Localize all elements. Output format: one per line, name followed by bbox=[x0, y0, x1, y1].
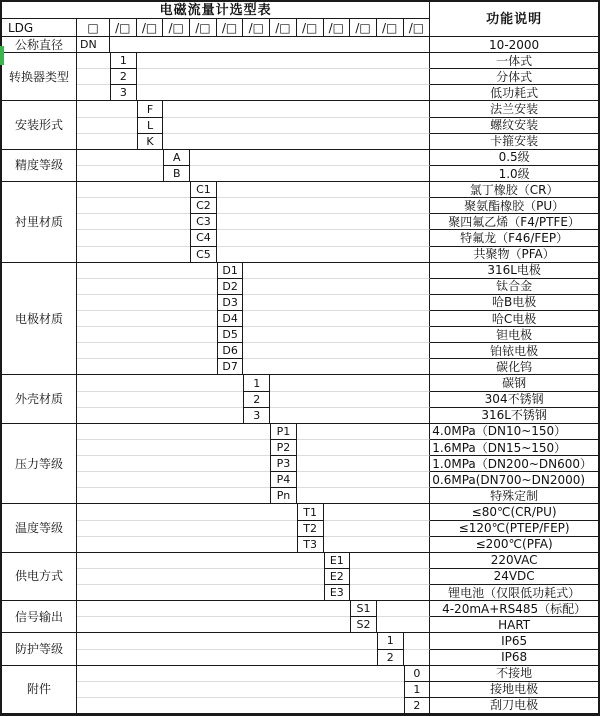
option-description-cell: 氯丁橡胶（CR） bbox=[430, 182, 598, 198]
empty-region bbox=[270, 375, 430, 391]
option-description-cell: 220VAC bbox=[430, 553, 598, 569]
option-description-cell: 哈C电极 bbox=[430, 311, 598, 327]
option-code-cell: 2 bbox=[404, 698, 431, 714]
empty-region bbox=[77, 585, 324, 601]
option-code-cell: C5 bbox=[190, 247, 217, 263]
category-label: 公称直径 bbox=[2, 37, 77, 53]
category-label: 信号输出 bbox=[2, 601, 77, 633]
model-code-slot: /□ bbox=[324, 19, 351, 37]
option-code-cell: B bbox=[163, 166, 190, 182]
empty-region bbox=[77, 263, 217, 279]
category-label: 安装形式 bbox=[2, 101, 77, 149]
option-description-cell: IP65 bbox=[430, 633, 598, 649]
model-code-slot: /□ bbox=[243, 19, 270, 37]
empty-region bbox=[404, 650, 431, 666]
category-label: 衬里材质 bbox=[2, 182, 77, 263]
option-description-cell: 特氟龙（F46/FEP） bbox=[430, 230, 598, 246]
option-description-cell: 铂铱电极 bbox=[430, 343, 598, 359]
option-code-cell: S1 bbox=[350, 601, 377, 617]
option-description-cell: 24VDC bbox=[430, 569, 598, 585]
option-description-cell: 螺纹安装 bbox=[430, 118, 598, 134]
option-code-cell: D7 bbox=[217, 359, 244, 375]
empty-region bbox=[324, 504, 431, 520]
empty-region bbox=[77, 537, 297, 553]
empty-region bbox=[110, 37, 430, 53]
empty-region bbox=[190, 150, 430, 166]
empty-region bbox=[77, 553, 324, 569]
empty-region bbox=[163, 134, 430, 150]
empty-region bbox=[243, 263, 430, 279]
option-code-cell: P2 bbox=[270, 440, 297, 456]
option-code-cell: 3 bbox=[110, 85, 137, 101]
option-code-cell: E2 bbox=[324, 569, 351, 585]
empty-region bbox=[137, 85, 431, 101]
option-description-cell: 0.6MPa(DN700~DN2000) bbox=[430, 472, 598, 488]
option-code-cell: F bbox=[137, 101, 164, 117]
model-code-slot: /□ bbox=[270, 19, 297, 37]
empty-region bbox=[77, 440, 270, 456]
empty-region bbox=[350, 553, 430, 569]
option-description-cell: 10-2000 bbox=[430, 37, 598, 53]
option-description-cell: 钛合金 bbox=[430, 279, 598, 295]
option-description-cell: ≤120℃(PTEP/FEP) bbox=[430, 521, 598, 537]
option-code-cell: C4 bbox=[190, 230, 217, 246]
empty-region bbox=[217, 214, 431, 230]
option-code-cell: A bbox=[163, 150, 190, 166]
empty-region bbox=[77, 488, 270, 504]
empty-region bbox=[77, 150, 163, 166]
option-code-cell: T1 bbox=[297, 504, 324, 520]
empty-region bbox=[243, 295, 430, 311]
option-code-cell: D4 bbox=[217, 311, 244, 327]
empty-region bbox=[77, 230, 190, 246]
category-label: 转换器类型 bbox=[2, 53, 77, 101]
empty-region bbox=[77, 666, 404, 682]
empty-region bbox=[243, 343, 430, 359]
empty-region bbox=[77, 682, 404, 698]
category-label: 精度等级 bbox=[2, 150, 77, 182]
empty-region bbox=[77, 182, 190, 198]
option-code-cell: L bbox=[137, 118, 164, 134]
empty-region bbox=[77, 392, 243, 408]
option-code-cell: T2 bbox=[297, 521, 324, 537]
function-description-header: 功能说明 bbox=[430, 2, 598, 37]
option-description-cell: 低功耗式 bbox=[430, 85, 598, 101]
empty-region bbox=[324, 521, 431, 537]
empty-region bbox=[297, 440, 430, 456]
empty-region bbox=[377, 617, 430, 633]
empty-region bbox=[217, 198, 431, 214]
option-description-cell: ≤80℃(CR/PU) bbox=[430, 504, 598, 520]
option-description-cell: 哈B电极 bbox=[430, 295, 598, 311]
empty-region bbox=[77, 85, 110, 101]
option-code-cell: C3 bbox=[190, 214, 217, 230]
empty-region bbox=[77, 134, 137, 150]
option-description-cell: 钽电极 bbox=[430, 327, 598, 343]
empty-region bbox=[217, 182, 431, 198]
empty-region bbox=[297, 456, 430, 472]
option-code-cell: 2 bbox=[377, 650, 404, 666]
option-description-cell: 1.6MPa（DN15~150） bbox=[430, 440, 598, 456]
empty-region bbox=[77, 408, 243, 424]
empty-region bbox=[77, 311, 217, 327]
category-label: 外壳材质 bbox=[2, 375, 77, 423]
option-code-cell: 1 bbox=[243, 375, 270, 391]
empty-region bbox=[297, 424, 430, 440]
empty-region bbox=[217, 230, 431, 246]
option-description-cell: IP68 bbox=[430, 650, 598, 666]
option-code-cell: C2 bbox=[190, 198, 217, 214]
empty-region bbox=[243, 311, 430, 327]
empty-region bbox=[137, 53, 431, 69]
empty-region bbox=[297, 472, 430, 488]
model-code-slot: /□ bbox=[217, 19, 244, 37]
empty-region bbox=[77, 214, 190, 230]
option-description-cell: 1.0级 bbox=[430, 166, 598, 182]
empty-region bbox=[77, 247, 190, 263]
empty-region bbox=[377, 601, 430, 617]
empty-region bbox=[77, 198, 190, 214]
model-code-slot: /□ bbox=[190, 19, 217, 37]
option-description-cell: 刮刀电极 bbox=[430, 698, 598, 714]
option-description-cell: 聚四氟乙烯（F4/PTFE） bbox=[430, 214, 598, 230]
option-description-cell: 聚氨酯橡胶（PU） bbox=[430, 198, 598, 214]
option-description-cell: 304不锈钢 bbox=[430, 392, 598, 408]
option-description-cell: 法兰安装 bbox=[430, 101, 598, 117]
option-code-cell: D5 bbox=[217, 327, 244, 343]
empty-region bbox=[77, 698, 404, 714]
option-code-cell: 1 bbox=[404, 682, 431, 698]
option-description-cell: 特殊定制 bbox=[430, 488, 598, 504]
option-description-cell: HART bbox=[430, 617, 598, 633]
empty-region bbox=[243, 327, 430, 343]
empty-region bbox=[77, 569, 324, 585]
empty-region bbox=[163, 118, 430, 134]
option-code-cell: 2 bbox=[243, 392, 270, 408]
model-code-slot: /□ bbox=[404, 19, 431, 37]
option-description-cell: 4.0MPa（DN10~150） bbox=[430, 424, 598, 440]
option-code-cell: D2 bbox=[217, 279, 244, 295]
option-code-cell: D1 bbox=[217, 263, 244, 279]
option-code-cell: D3 bbox=[217, 295, 244, 311]
empty-region bbox=[77, 327, 217, 343]
option-code-cell: DN bbox=[77, 37, 110, 53]
category-label: 供电方式 bbox=[2, 553, 77, 601]
option-description-cell: 一体式 bbox=[430, 53, 598, 69]
option-code-cell: 0 bbox=[404, 666, 431, 682]
empty-region bbox=[77, 166, 163, 182]
empty-region bbox=[77, 633, 377, 649]
empty-region bbox=[77, 69, 110, 85]
option-code-cell: D6 bbox=[217, 343, 244, 359]
category-label: 压力等级 bbox=[2, 424, 77, 505]
model-code-slot: /□ bbox=[377, 19, 404, 37]
option-description-cell: 不接地 bbox=[430, 666, 598, 682]
selection-table-grid bbox=[2, 2, 598, 714]
option-code-cell: Pn bbox=[270, 488, 297, 504]
option-description-cell: ≤200℃(PFA) bbox=[430, 537, 598, 553]
scan-artifact-green bbox=[0, 46, 4, 65]
empty-region bbox=[350, 569, 430, 585]
empty-region bbox=[297, 488, 430, 504]
empty-region bbox=[77, 650, 377, 666]
option-code-cell: C1 bbox=[190, 182, 217, 198]
empty-region bbox=[77, 279, 217, 295]
empty-region bbox=[77, 101, 137, 117]
empty-region bbox=[77, 359, 217, 375]
option-code-cell: 1 bbox=[110, 53, 137, 69]
category-label: 温度等级 bbox=[2, 504, 77, 552]
model-code-slot: /□ bbox=[137, 19, 164, 37]
empty-region bbox=[77, 504, 297, 520]
option-code-cell: 2 bbox=[110, 69, 137, 85]
empty-region bbox=[77, 343, 217, 359]
option-description-cell: 316L电极 bbox=[430, 263, 598, 279]
option-description-cell: 4-20mA+RS485（标配） bbox=[430, 601, 598, 617]
option-code-cell: P3 bbox=[270, 456, 297, 472]
option-code-cell: 1 bbox=[377, 633, 404, 649]
empty-region bbox=[77, 375, 243, 391]
empty-region bbox=[137, 69, 431, 85]
option-code-cell: 3 bbox=[243, 408, 270, 424]
option-code-cell: E1 bbox=[324, 553, 351, 569]
option-description-cell: 碳钢 bbox=[430, 375, 598, 391]
option-description-cell: 分体式 bbox=[430, 69, 598, 85]
category-label: 电极材质 bbox=[2, 263, 77, 376]
empty-region bbox=[163, 101, 430, 117]
empty-region bbox=[77, 521, 297, 537]
empty-region bbox=[270, 408, 430, 424]
option-code-cell: T3 bbox=[297, 537, 324, 553]
option-code-cell: P1 bbox=[270, 424, 297, 440]
empty-region bbox=[243, 359, 430, 375]
category-label: 防护等级 bbox=[2, 633, 77, 665]
model-code-slot: /□ bbox=[163, 19, 190, 37]
category-label: 附件 bbox=[2, 666, 77, 714]
empty-region bbox=[190, 166, 430, 182]
option-code-cell: S2 bbox=[350, 617, 377, 633]
option-description-cell: 共聚物（PFA） bbox=[430, 247, 598, 263]
empty-region bbox=[270, 392, 430, 408]
empty-region bbox=[404, 633, 431, 649]
option-description-cell: 锂电池（仅限低功耗式） bbox=[430, 585, 598, 601]
empty-region bbox=[77, 617, 350, 633]
empty-region bbox=[77, 295, 217, 311]
empty-region bbox=[77, 601, 350, 617]
option-description-cell: 卡箍安装 bbox=[430, 134, 598, 150]
empty-region bbox=[350, 585, 430, 601]
option-description-cell: 1.0MPa（DN200~DN600） bbox=[430, 456, 598, 472]
model-code-box: □ bbox=[77, 19, 110, 37]
empty-region bbox=[217, 247, 431, 263]
empty-region bbox=[77, 472, 270, 488]
option-code-cell: K bbox=[137, 134, 164, 150]
model-code-slot: /□ bbox=[110, 19, 137, 37]
model-prefix-label: LDG bbox=[2, 19, 77, 37]
empty-region bbox=[324, 537, 431, 553]
option-description-cell: 0.5级 bbox=[430, 150, 598, 166]
empty-region bbox=[77, 456, 270, 472]
empty-region bbox=[243, 279, 430, 295]
option-description-cell: 接地电极 bbox=[430, 682, 598, 698]
option-description-cell: 碳化钨 bbox=[430, 359, 598, 375]
table-title: 电磁流量计选型表 bbox=[2, 2, 430, 19]
option-description-cell: 316L不锈钢 bbox=[430, 408, 598, 424]
model-code-slot: /□ bbox=[350, 19, 377, 37]
model-code-slot: /□ bbox=[297, 19, 324, 37]
empty-region bbox=[77, 53, 110, 69]
empty-region bbox=[77, 118, 137, 134]
option-code-cell: P4 bbox=[270, 472, 297, 488]
option-code-cell: E3 bbox=[324, 585, 351, 601]
empty-region bbox=[77, 424, 270, 440]
